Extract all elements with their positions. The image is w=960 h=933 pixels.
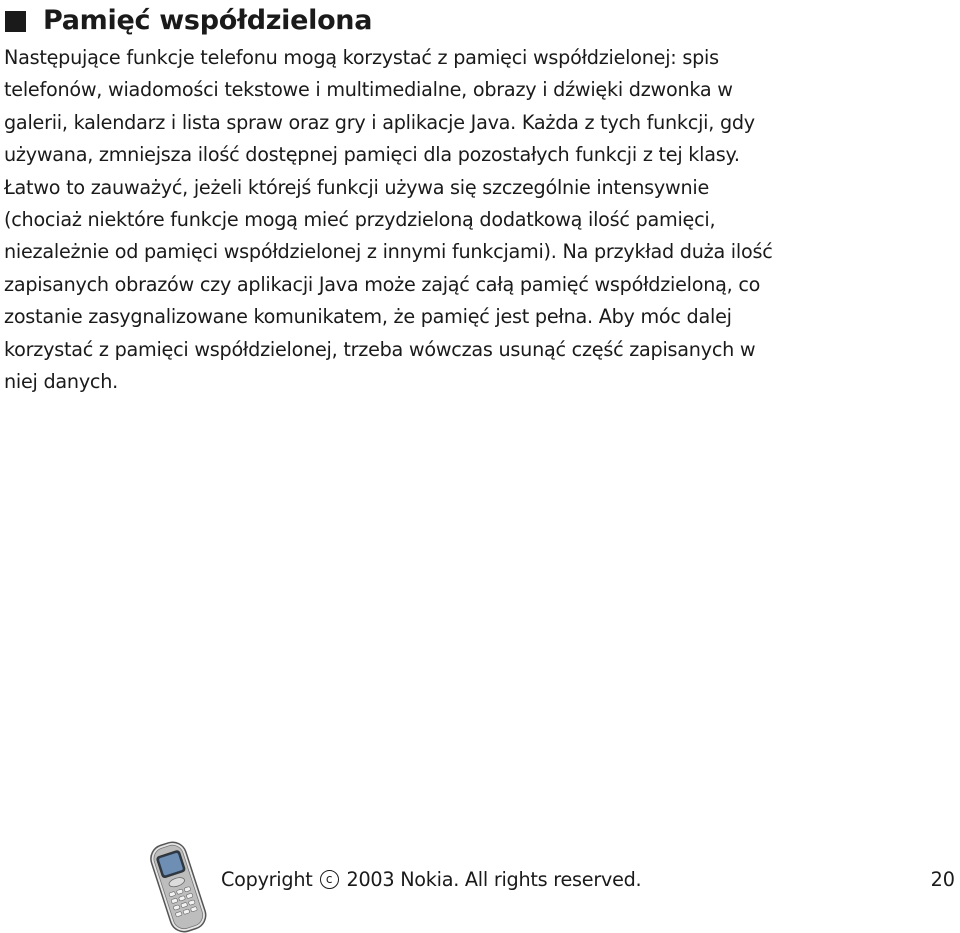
section-body [4, 42, 804, 398]
heading-bullet-square [5, 11, 26, 32]
copyright-text: 2003 Nokia. All rights reserved. [346, 868, 642, 891]
body-line: galerii, kalendarz i lista spraw oraz gry i aplikacje Java. Każda z tych funkcji, gdy [4, 110, 755, 134]
page-number: 20 [930, 868, 955, 891]
body-line: korzystać z pamięci współdzielonej, trzeba wówczas usunąć część zapisanych w [4, 337, 756, 361]
body-line: zostanie zasygnalizowane komunikatem, że pamięć jest pełna. Aby móc dalej [4, 305, 732, 329]
body-line: Następujące funkcje telefonu mogą korzystać z pamięci współdzielonej: spis [4, 46, 719, 69]
copyright-label: Copyright [221, 868, 313, 891]
body-line: zapisanych obrazów czy aplikacji Java może zająć całą pamięć współdzieloną, co [4, 272, 761, 296]
body-line: telefonów, wiadomości tekstowe i multimedialne, obrazy i dźwięki dzwonka w [4, 78, 733, 102]
body-line: niezależnie od pamięci współdzielonej z innymi funkcjami). Na przykład duża ilość [4, 240, 773, 264]
page-footer [0, 830, 960, 933]
body-line: niej danych. [4, 370, 118, 394]
copyright-notice [221, 868, 641, 891]
section-title: Pamięć współdzielona [43, 4, 373, 36]
body-line: (chociaż niektóre funkcje mogą mieć przydzieloną dodatkową ilość pamięci, [4, 208, 716, 232]
body-line: używana, zmniejsza ilość dostępnej pamięci dla pozostałych funkcji z tej klasy. [4, 143, 740, 167]
body-line: Łatwo to zauważyć, jeżeli którejś funkcji używa się szczególnie intensywnie [4, 175, 709, 199]
section-heading [5, 0, 372, 40]
nokia-phone-icon [138, 838, 218, 933]
copyright-symbol-icon: c [320, 870, 339, 889]
